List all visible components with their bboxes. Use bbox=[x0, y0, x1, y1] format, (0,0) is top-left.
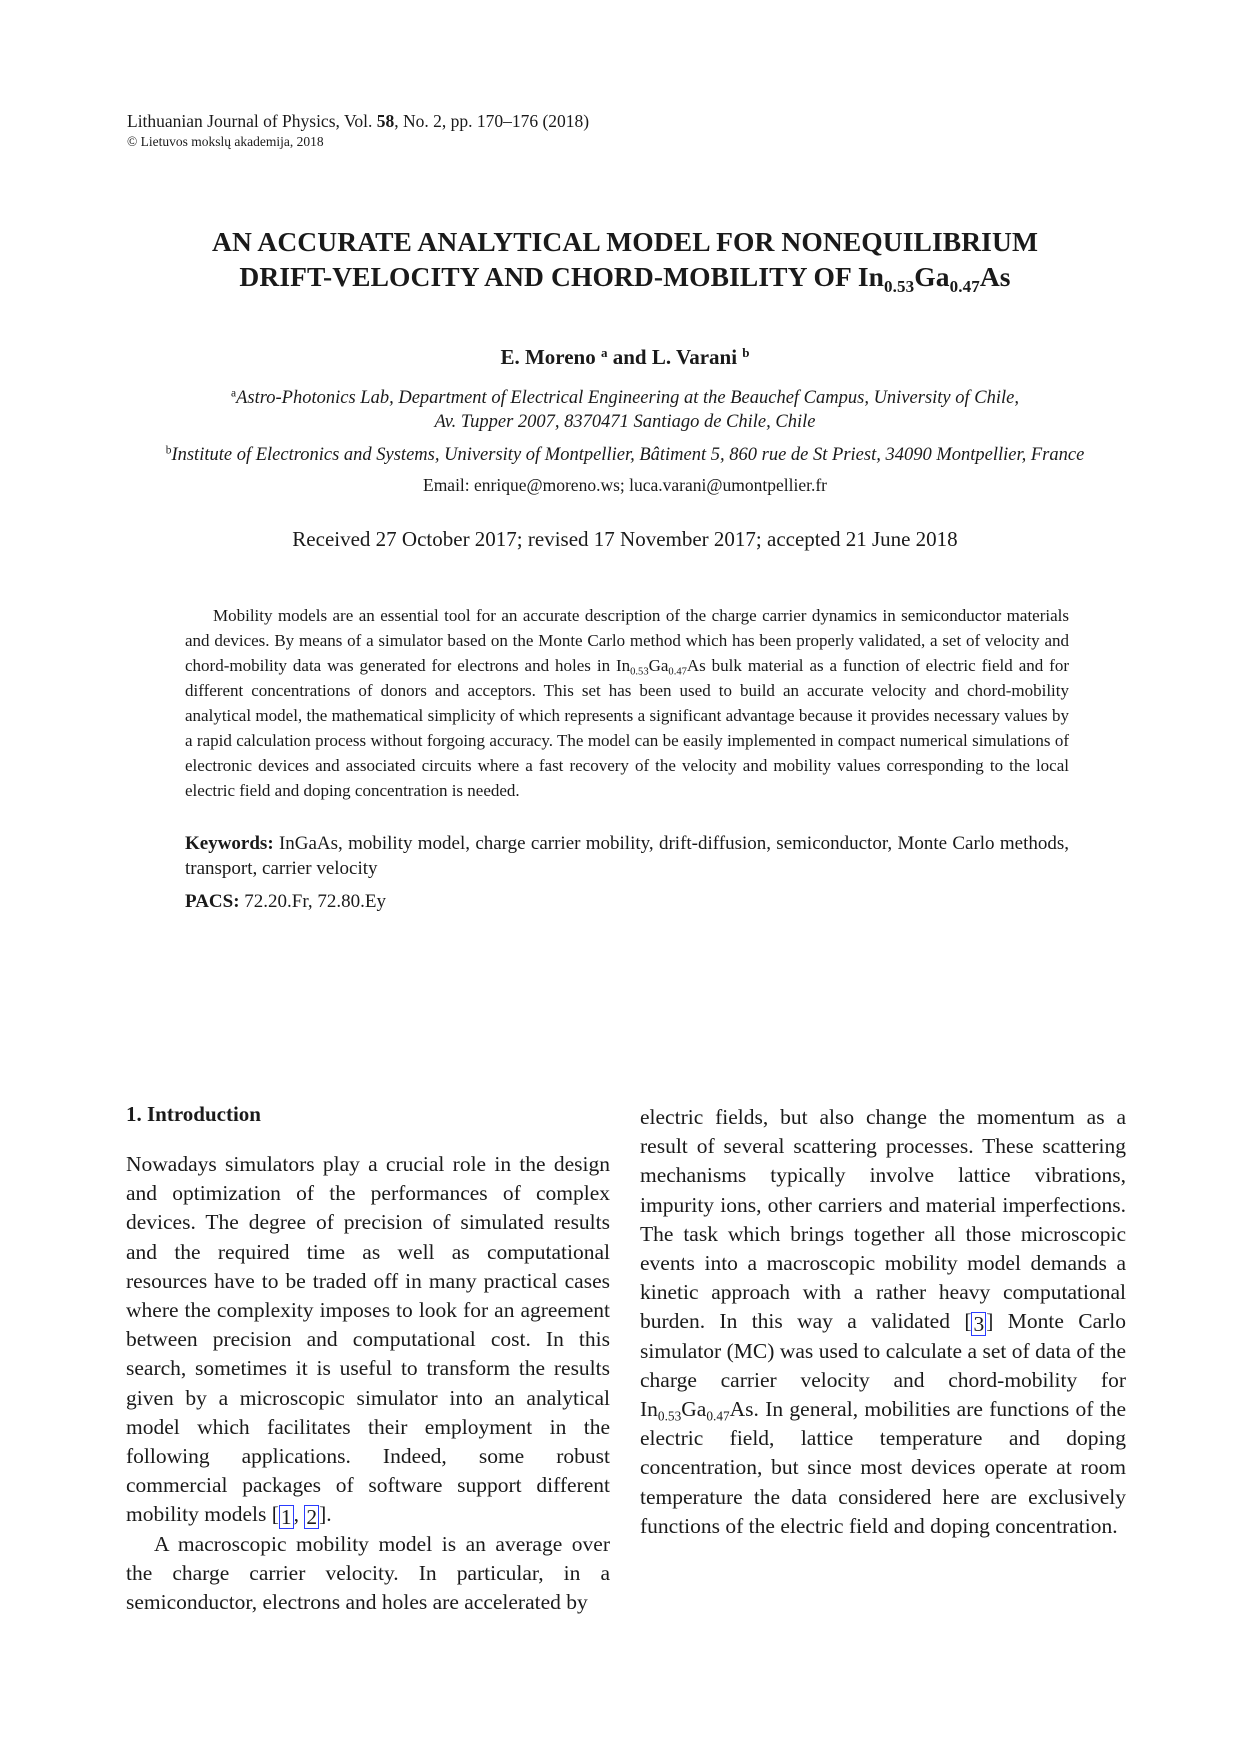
keywords-list: InGaAs, mobility model, charge carrier mobility, drift-diffusion, semiconductor, Monte Carlo methods, transport, carrier velocity bbox=[185, 833, 1069, 879]
pacs-label: PACS: bbox=[185, 891, 240, 912]
author-name: E. Moreno bbox=[500, 345, 596, 369]
affiliation-mark: b bbox=[742, 344, 750, 360]
journal-name: Lithuanian Journal of Physics, Vol. bbox=[127, 111, 377, 131]
copyright-notice: © Lietuvos mokslų akademija, 2018 bbox=[127, 134, 324, 149]
abstract-ga: Ga bbox=[648, 656, 669, 675]
column-left bbox=[126, 1100, 610, 1617]
title-line-2 bbox=[60, 259, 1190, 294]
affiliation-b-text: Institute of Electronics and Systems, University of Montpellier, Bâtiment 5, 860 rue de St Priest, 34090 Montpellier, France bbox=[171, 445, 1085, 465]
intro-in-subscript: 0.53 bbox=[657, 1408, 682, 1424]
abstract-in-subscript: 0.53 bbox=[630, 666, 649, 678]
intro-paragraph-1 bbox=[126, 1150, 610, 1530]
title-line-2-text: DRIFT-VELOCITY AND CHORD-MOBILITY OF In bbox=[239, 261, 885, 292]
citation-separator: , bbox=[293, 1502, 305, 1527]
keywords bbox=[185, 831, 1069, 881]
author-list bbox=[60, 344, 1190, 370]
intro-ga: Ga bbox=[681, 1397, 707, 1422]
title-in-subscript: 0.53 bbox=[884, 276, 915, 296]
paragraph-text: ]. bbox=[319, 1502, 332, 1527]
paragraph-text: A macroscopic mobility model is an average over the charge carrier velocity. In particular, in a semiconductor, electrons and holes are accelerated by bbox=[126, 1531, 610, 1615]
title-ga-subscript: 0.47 bbox=[949, 276, 980, 296]
intro-ga-subscript: 0.47 bbox=[706, 1408, 730, 1424]
abstract-ga-subscript: 0.47 bbox=[668, 666, 687, 678]
intro-paragraph-2 bbox=[126, 1530, 610, 1618]
journal-volume: 58 bbox=[376, 111, 395, 131]
title-ga: Ga bbox=[914, 261, 950, 292]
affiliation-a-text: Astro-Photonics Lab, Department of Electrical Engineering at the Beauchef Campus, University of Chile, bbox=[236, 388, 1019, 408]
journal-citation bbox=[127, 110, 589, 132]
abstract-text: As bulk material as a function of electric field and for different concentrations of donors and acceptors. This set has been used to build an accurate velocity and chord-mobility analytical model, the mathematical simplicity of which represents a significant advantage because it provides necessary values by a rapid calculation process without forgoing accuracy. The model can be easily implemented in compact numerical simulations of electronic devices and associated circuits where a fast recovery of the velocity and mobility values corresponding to the local electric field and doping concentration is needed. bbox=[185, 656, 1070, 800]
affiliation-a-line-2: Av. Tupper 2007, 8370471 Santiago de Chile, Chile bbox=[434, 412, 816, 432]
pacs-list: 72.20.Fr, 72.80.Ey bbox=[239, 891, 387, 912]
affiliation-a bbox=[60, 386, 1190, 434]
affiliation-mark: a bbox=[600, 344, 608, 360]
affiliation-mark: b bbox=[165, 444, 172, 457]
contact-email: Email: enrique@moreno.ws; luca.varani@umontpellier.fr bbox=[423, 475, 827, 495]
author-separator: and bbox=[607, 345, 652, 369]
title-line-1: AN ACCURATE ANALYTICAL MODEL FOR NONEQUILIBRIUM bbox=[212, 226, 1038, 257]
journal-issue-pages: , No. 2, pp. 170–176 (2018) bbox=[394, 111, 590, 131]
paragraph-text-continued: electric fields, but also change the momentum as a result of several scattering processes. These scattering mechanisms typically involve lattice vibrations, impurity ions, other carriers and material imperfections. The task which brings together all those microscopic events into a macroscopic mobility model demands a kinetic approach with a rather heavy computational burden. In this way a validated [ bbox=[640, 1105, 1126, 1334]
paragraph-text: ] Monte Carlo simulator (MC) was used to calculate a set of data of the charge carrier velocity and chord-mobility for In bbox=[640, 1309, 1126, 1422]
citation-link-1[interactable]: 1 bbox=[280, 1505, 292, 1530]
author-name: L. Varani bbox=[651, 345, 738, 369]
title-as: As bbox=[979, 261, 1011, 292]
affiliation-b bbox=[60, 443, 1190, 467]
keywords-label: Keywords: bbox=[185, 833, 274, 854]
section-heading: 1. Introduction bbox=[126, 1102, 261, 1126]
citation-link-2[interactable]: 2 bbox=[306, 1505, 318, 1530]
paper-title bbox=[60, 224, 1190, 294]
received-dates: Received 27 October 2017; revised 17 November 2017; accepted 21 June 2018 bbox=[292, 527, 958, 551]
affiliation-mark: a bbox=[231, 387, 237, 400]
abstract-text: Mobility models are an essential tool for an accurate description of the charge carrier dynamics in semiconductor materials and devices. By means of a simulator based on the Monte Carlo method which has been properly validated, a set of velocity and chord-mobility data was generated for electrons and holes in In bbox=[185, 606, 1069, 675]
pacs-codes bbox=[185, 889, 1069, 914]
affiliation-a-line-1 bbox=[60, 386, 1190, 410]
intro-paragraph-2-continued bbox=[640, 1103, 1126, 1541]
column-right bbox=[640, 1103, 1126, 1541]
paragraph-text: Nowadays simulators play a crucial role in the design and optimization of the performances of complex devices. The degree of precision of simulated results and the required time as well as computational resources have to be traded off in many practical cases where the complexity imposes to look for an agreement between precision and computational cost. In this search, sometimes it is useful to transform the results given by a microscopic simulator into an analytical model which facilitates their employment in the following applications. Indeed, some robust commercial packages of software support different mobility models [ bbox=[126, 1152, 610, 1527]
abstract bbox=[185, 603, 1069, 803]
citation-link-3[interactable]: 3 bbox=[973, 1312, 985, 1337]
paragraph-text: As. In general, mobilities are functions of the electric field, lattice temperature and doping concentration, but since most devices operate at room temperature the data considered here are exclusively functions of the electric field and doping concentration. bbox=[640, 1397, 1126, 1538]
